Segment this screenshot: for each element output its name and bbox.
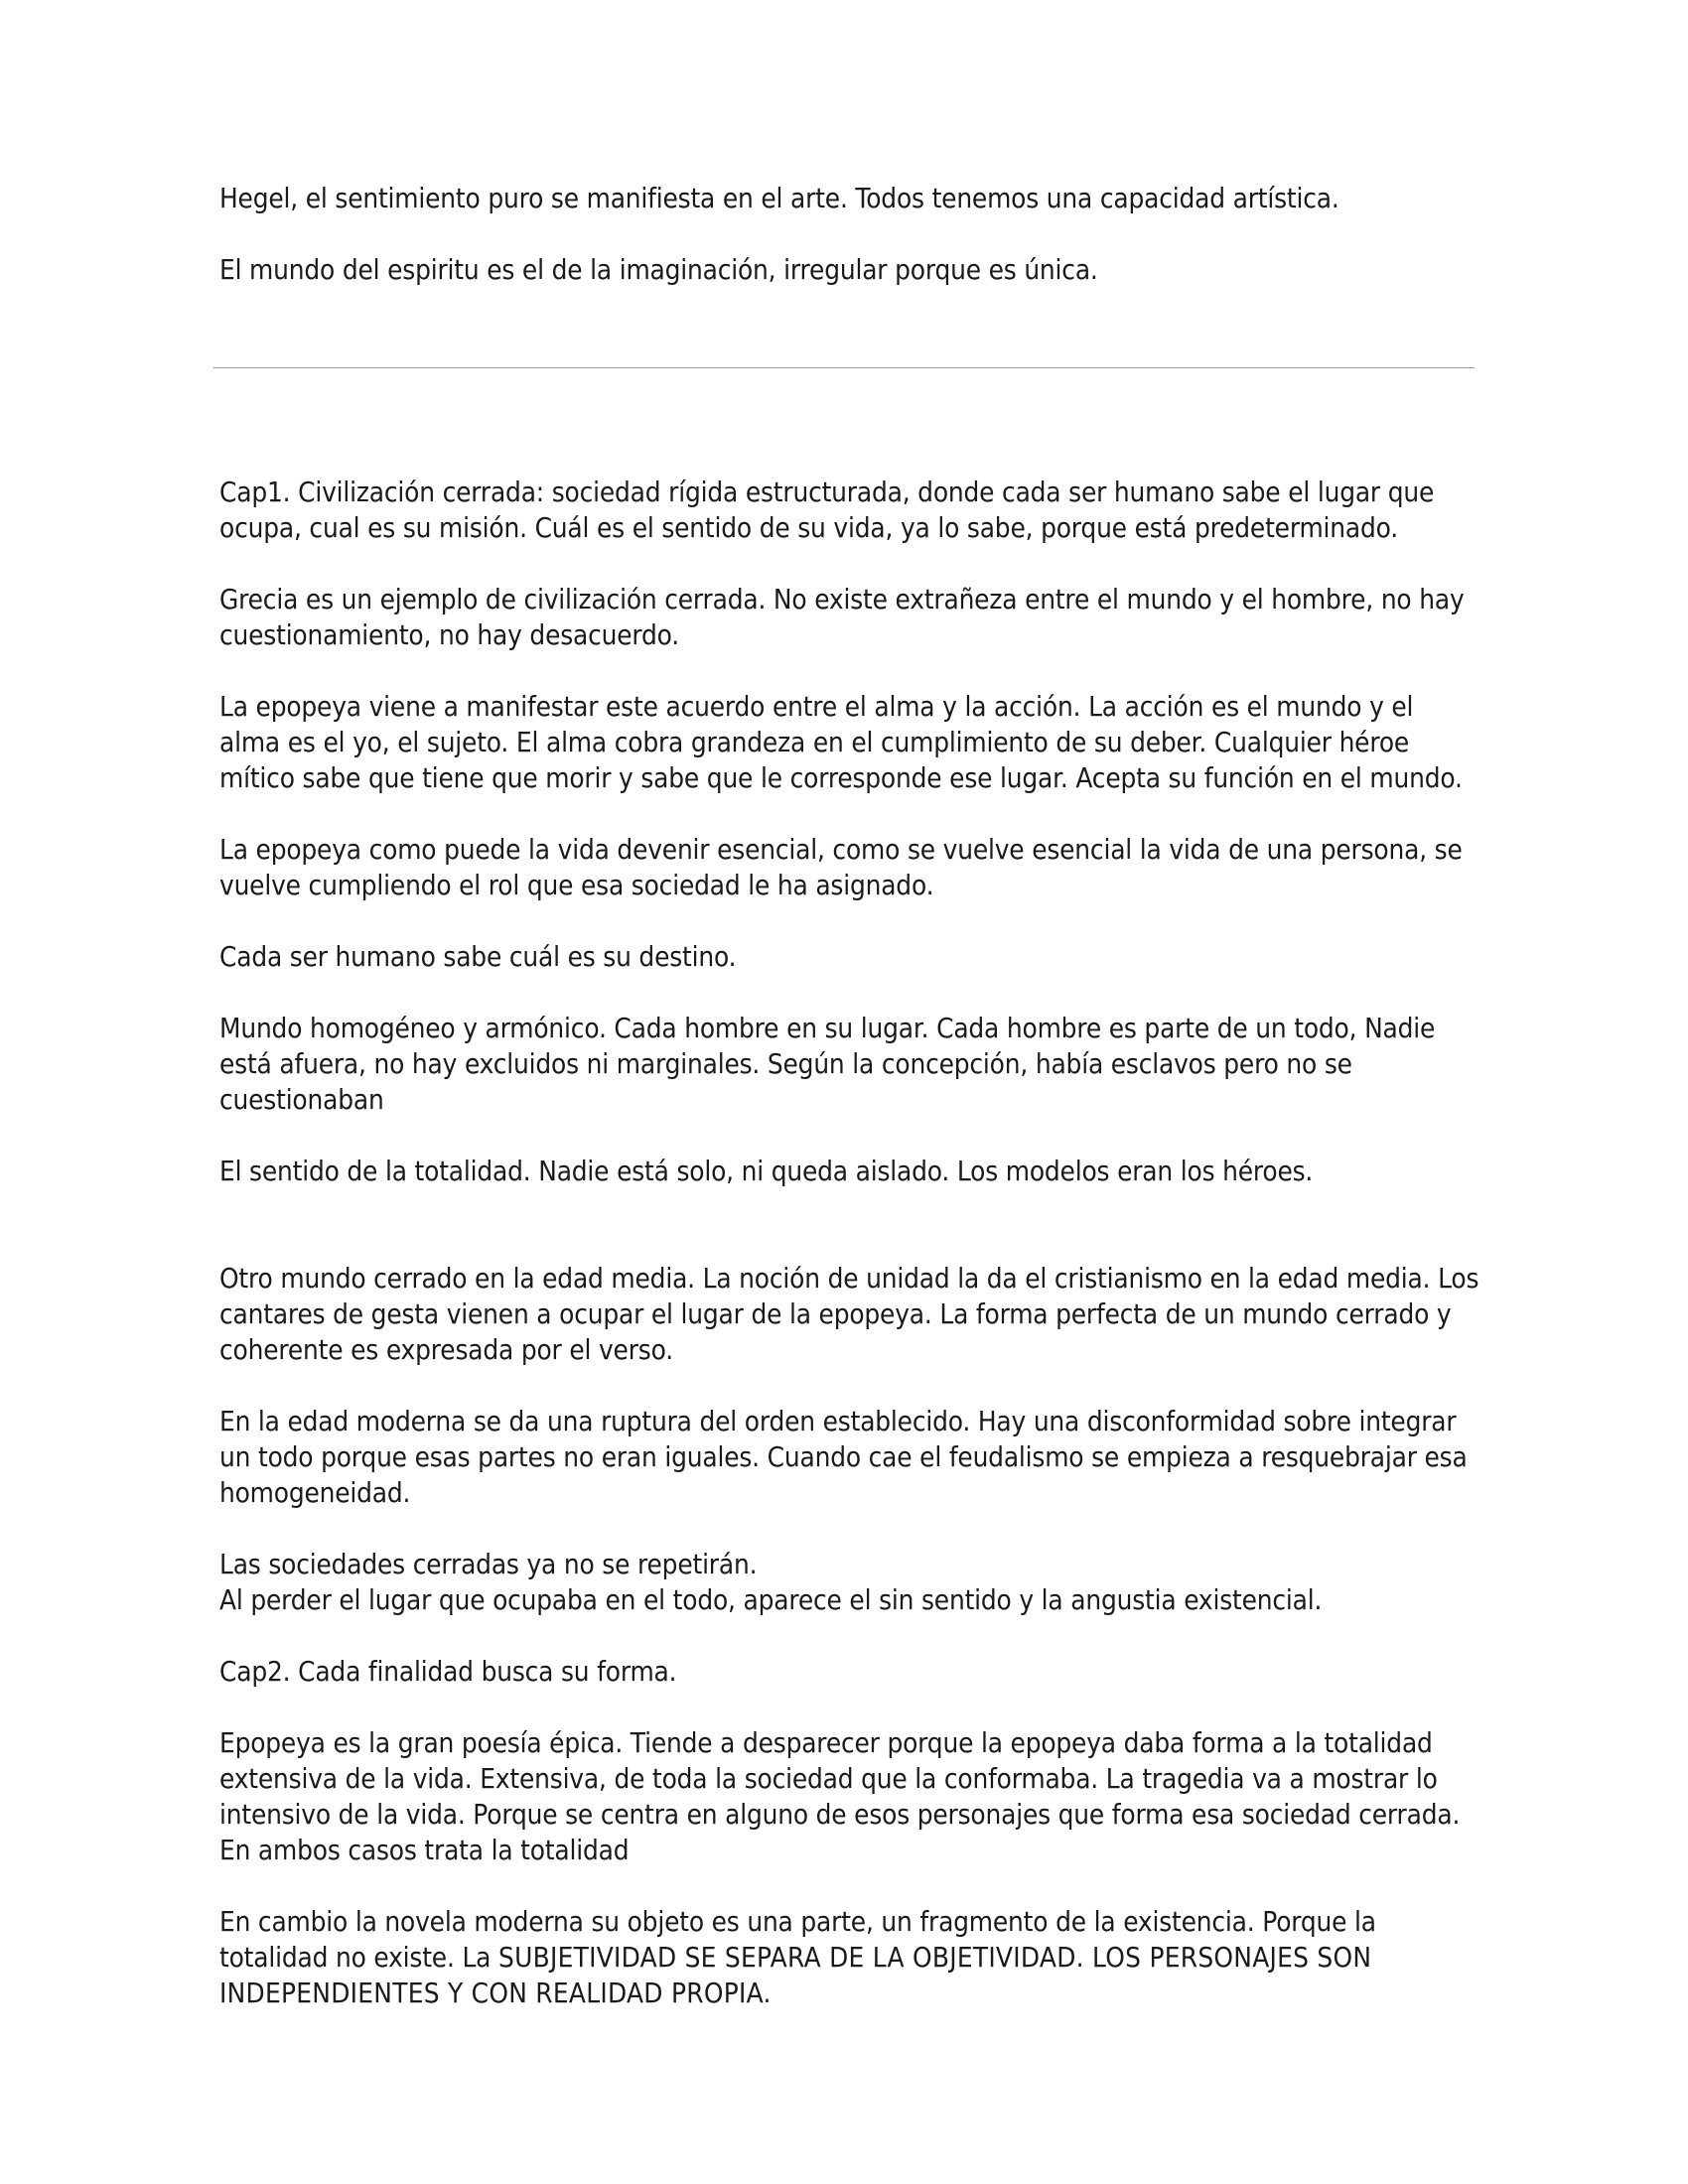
paragraph-cap2: Cap2. Cada finalidad busca su forma.	[219, 1655, 677, 1688]
paragraph-edad-media: Otro mundo cerrado en la edad media. La noción de unidad la da el cristianismo en la edad media. Los cantares de gesta vienen a ocupar el lugar de la epopeya. La forma perfecta de un mundo cerrado y coherente es expresada por el verso.	[219, 1262, 1479, 1366]
novela-text: En cambio la novela moderna su objeto es una parte, un fragmento de la existencia. Porque la totalidad no existe. La	[219, 1905, 1376, 1974]
intro-section	[219, 181, 1480, 288]
paragraph-novela-moderna	[219, 1904, 1479, 2011]
paragraph-destino: Cada ser humano sabe cuál es su destino.	[219, 940, 737, 973]
paragraph-angustia: Al perder el lugar que ocupaba en el todo, aparece el sin sentido y la angustia existencial.	[219, 1583, 1323, 1616]
paragraph-epopeya-acuerdo: La epopeya viene a manifestar este acuerdo entre el alma y la acción. La acción es el mundo y el alma es el yo, el sujeto. El alma cobra grandeza en el cumplimiento de su deber. Cualquier héroe mítico sabe que tiene que morir y sabe que le corresponde ese lugar. Acepta su función en el mundo.	[219, 690, 1463, 794]
paragraph-sociedades-cerradas: Las sociedades cerradas ya no se repetirán.	[219, 1548, 758, 1580]
horizontal-divider	[213, 367, 1475, 368]
paragraph-epopeya-poesia: Epopeya es la gran poesía épica. Tiende a desparecer porque la epopeya daba forma a la totalidad extensiva de la vida. Extensiva, de toda la sociedad que la conformaba. La tragedia va a mostrar lo intensivo de la vida. Porque se centra en alguno de esos personajes que forma esa sociedad cerrada. En ambos casos trata la totalidad	[219, 1726, 1461, 1866]
intro-paragraph-hegel: Hegel, el sentimiento puro se manifiesta en el arte. Todos tenemos una capacidad artística.	[219, 182, 1339, 214]
paragraph-cap1: Cap1. Civilización cerrada: sociedad rígida estructurada, donde cada ser humano sabe el lugar que ocupa, cual es su misión. Cuál es el sentido de su vida, ya lo sabe, porque está predeterminado.	[219, 476, 1435, 544]
paragraph-totalidad: El sentido de la totalidad. Nadie está solo, ni queda aislado. Los modelos eran los héroes.	[219, 1155, 1314, 1187]
paragraph-mundo-homogeneo: Mundo homogéneo y armónico. Cada hombre en su lugar. Cada hombre es parte de un todo, Nadie está afuera, no hay excluidos ni marginales. Según la concepción, había esclavos pero no se cuestionaban	[219, 1012, 1436, 1116]
novela-uppercase-text: SUBJETIVIDAD SE SEPARA DE LA OBJETIVIDAD. LOS PERSONAJES SON INDEPENDIENTES Y CON REALIDAD PROPIA.	[219, 1941, 1372, 2009]
paragraph-epopeya-esencial: La epopeya como puede la vida devenir esencial, como se vuelve esencial la vida de una persona, se vuelve cumpliendo el rol que esa sociedad le ha asignado.	[219, 833, 1463, 901]
intro-paragraph-espiritu: El mundo del espiritu es el de la imaginación, irregular porque es única.	[219, 253, 1098, 286]
notes-section	[219, 475, 1480, 2011]
paragraph-grecia: Grecia es un ejemplo de civilización cerrada. No existe extrañeza entre el mundo y el hombre, no hay cuestionamiento, no hay desacuerdo.	[219, 583, 1465, 651]
paragraph-edad-moderna: En la edad moderna se da una ruptura del orden establecido. Hay una disconformidad sobre integrar un todo porque esas partes no eran iguales. Cuando cae el feudalismo se empieza a resquebrajar esa homogeneidad.	[219, 1405, 1468, 1509]
